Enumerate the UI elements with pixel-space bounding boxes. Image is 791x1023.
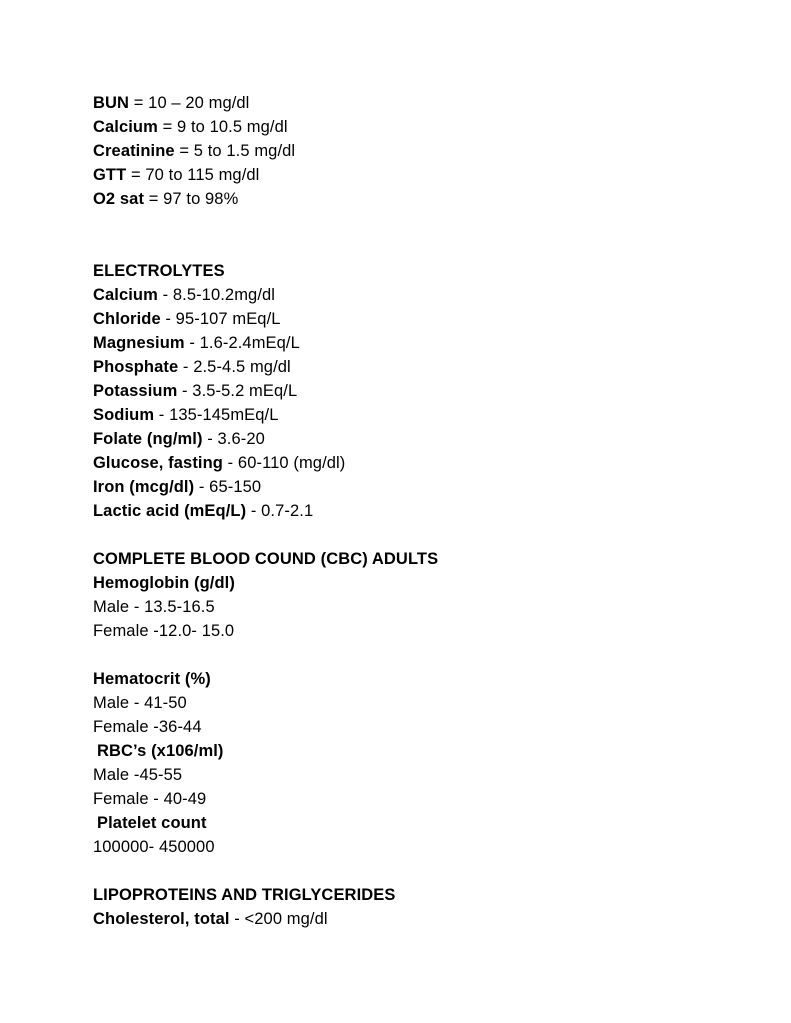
lab-value-line [93,355,753,379]
lab-label: Sodium [93,406,155,424]
range-line: Female -36-44 [93,718,202,736]
lab-value-line [93,907,753,931]
lab-range: - 8.5-10.2mg/dl [157,286,276,304]
lab-range: - 0.7-2.1 [246,502,314,520]
range-line: Male -45-55 [93,766,183,784]
lab-range: - 65-150 [194,478,262,496]
lipoproteins-section [93,883,753,931]
document-body [93,91,753,931]
lab-label: Calcium [93,286,158,304]
lab-label: Folate (ng/ml) [93,430,203,448]
blank-line [93,643,753,667]
lab-value-line [93,307,753,331]
lab-value-line [93,187,753,211]
lab-range: - 1.6-2.4mEq/L [184,334,300,352]
lab-value-line [93,475,753,499]
lab-value-line [93,427,753,451]
lab-label: Glucose, fasting [93,454,223,472]
lab-value-line [93,451,753,475]
lab-range: = 9 to 10.5 mg/dl [157,118,288,136]
lab-value-line [93,139,753,163]
lab-label: Chloride [93,310,161,328]
lab-label: GTT [93,166,127,184]
lab-value-line [93,163,753,187]
lab-range: = 5 to 1.5 mg/dl [174,142,296,160]
range-line: Female -12.0- 15.0 [93,622,235,640]
electrolytes-section [93,259,753,523]
lab-range: = 97 to 98% [144,190,239,208]
basic-values-section [93,91,753,211]
lab-range: - 135-145mEq/L [154,406,279,424]
lab-range: = 70 to 115 mg/dl [126,166,260,184]
lab-range: - 2.5-4.5 mg/dl [178,358,291,376]
lab-value-line [93,331,753,355]
lab-label: Iron (mcg/dl) [93,478,195,496]
lab-value-line [93,283,753,307]
lab-value-line [93,499,753,523]
subsection-title: Platelet count [97,814,207,832]
range-line: Male - 13.5-16.5 [93,598,215,616]
lab-label: Creatinine [93,142,175,160]
lab-value-line [93,115,753,139]
blank-line [93,523,753,547]
blank-line [93,859,753,883]
lab-label: Lactic acid (mEq/L) [93,502,247,520]
lab-range: - 95-107 mEq/L [160,310,281,328]
blank-line [93,235,753,259]
subsection-title: RBC’s (x106/ml) [97,742,224,760]
lab-range: - 3.5-5.2 mEq/L [177,382,298,400]
section-heading: COMPLETE BLOOD COUND (CBC) ADULTS [93,550,439,568]
lab-range: - 60-110 (mg/dl) [222,454,346,472]
lab-label: O2 sat [93,190,145,208]
lab-value-line [93,379,753,403]
lab-range: - <200 mg/dl [229,910,328,928]
section-heading: ELECTROLYTES [93,262,225,280]
lab-value-line [93,403,753,427]
lab-label: Cholesterol, total [93,910,230,928]
range-line: Male - 41-50 [93,694,187,712]
lab-label: BUN [93,94,130,112]
blank-line [93,211,753,235]
section-heading: LIPOPROTEINS AND TRIGLYCERIDES [93,886,396,904]
lab-value-line [93,91,753,115]
subsection-title: Hematocrit (%) [93,670,211,688]
subsection-title: Hemoglobin (g/dl) [93,574,235,592]
lab-range: = 10 – 20 mg/dl [129,94,250,112]
lab-label: Phosphate [93,358,179,376]
lab-label: Potassium [93,382,178,400]
cbc-section [93,547,753,859]
lab-label: Calcium [93,118,158,136]
range-line: 100000- 450000 [93,838,215,856]
lab-range: - 3.6-20 [202,430,265,448]
lab-label: Magnesium [93,334,185,352]
range-line: Female - 40-49 [93,790,207,808]
